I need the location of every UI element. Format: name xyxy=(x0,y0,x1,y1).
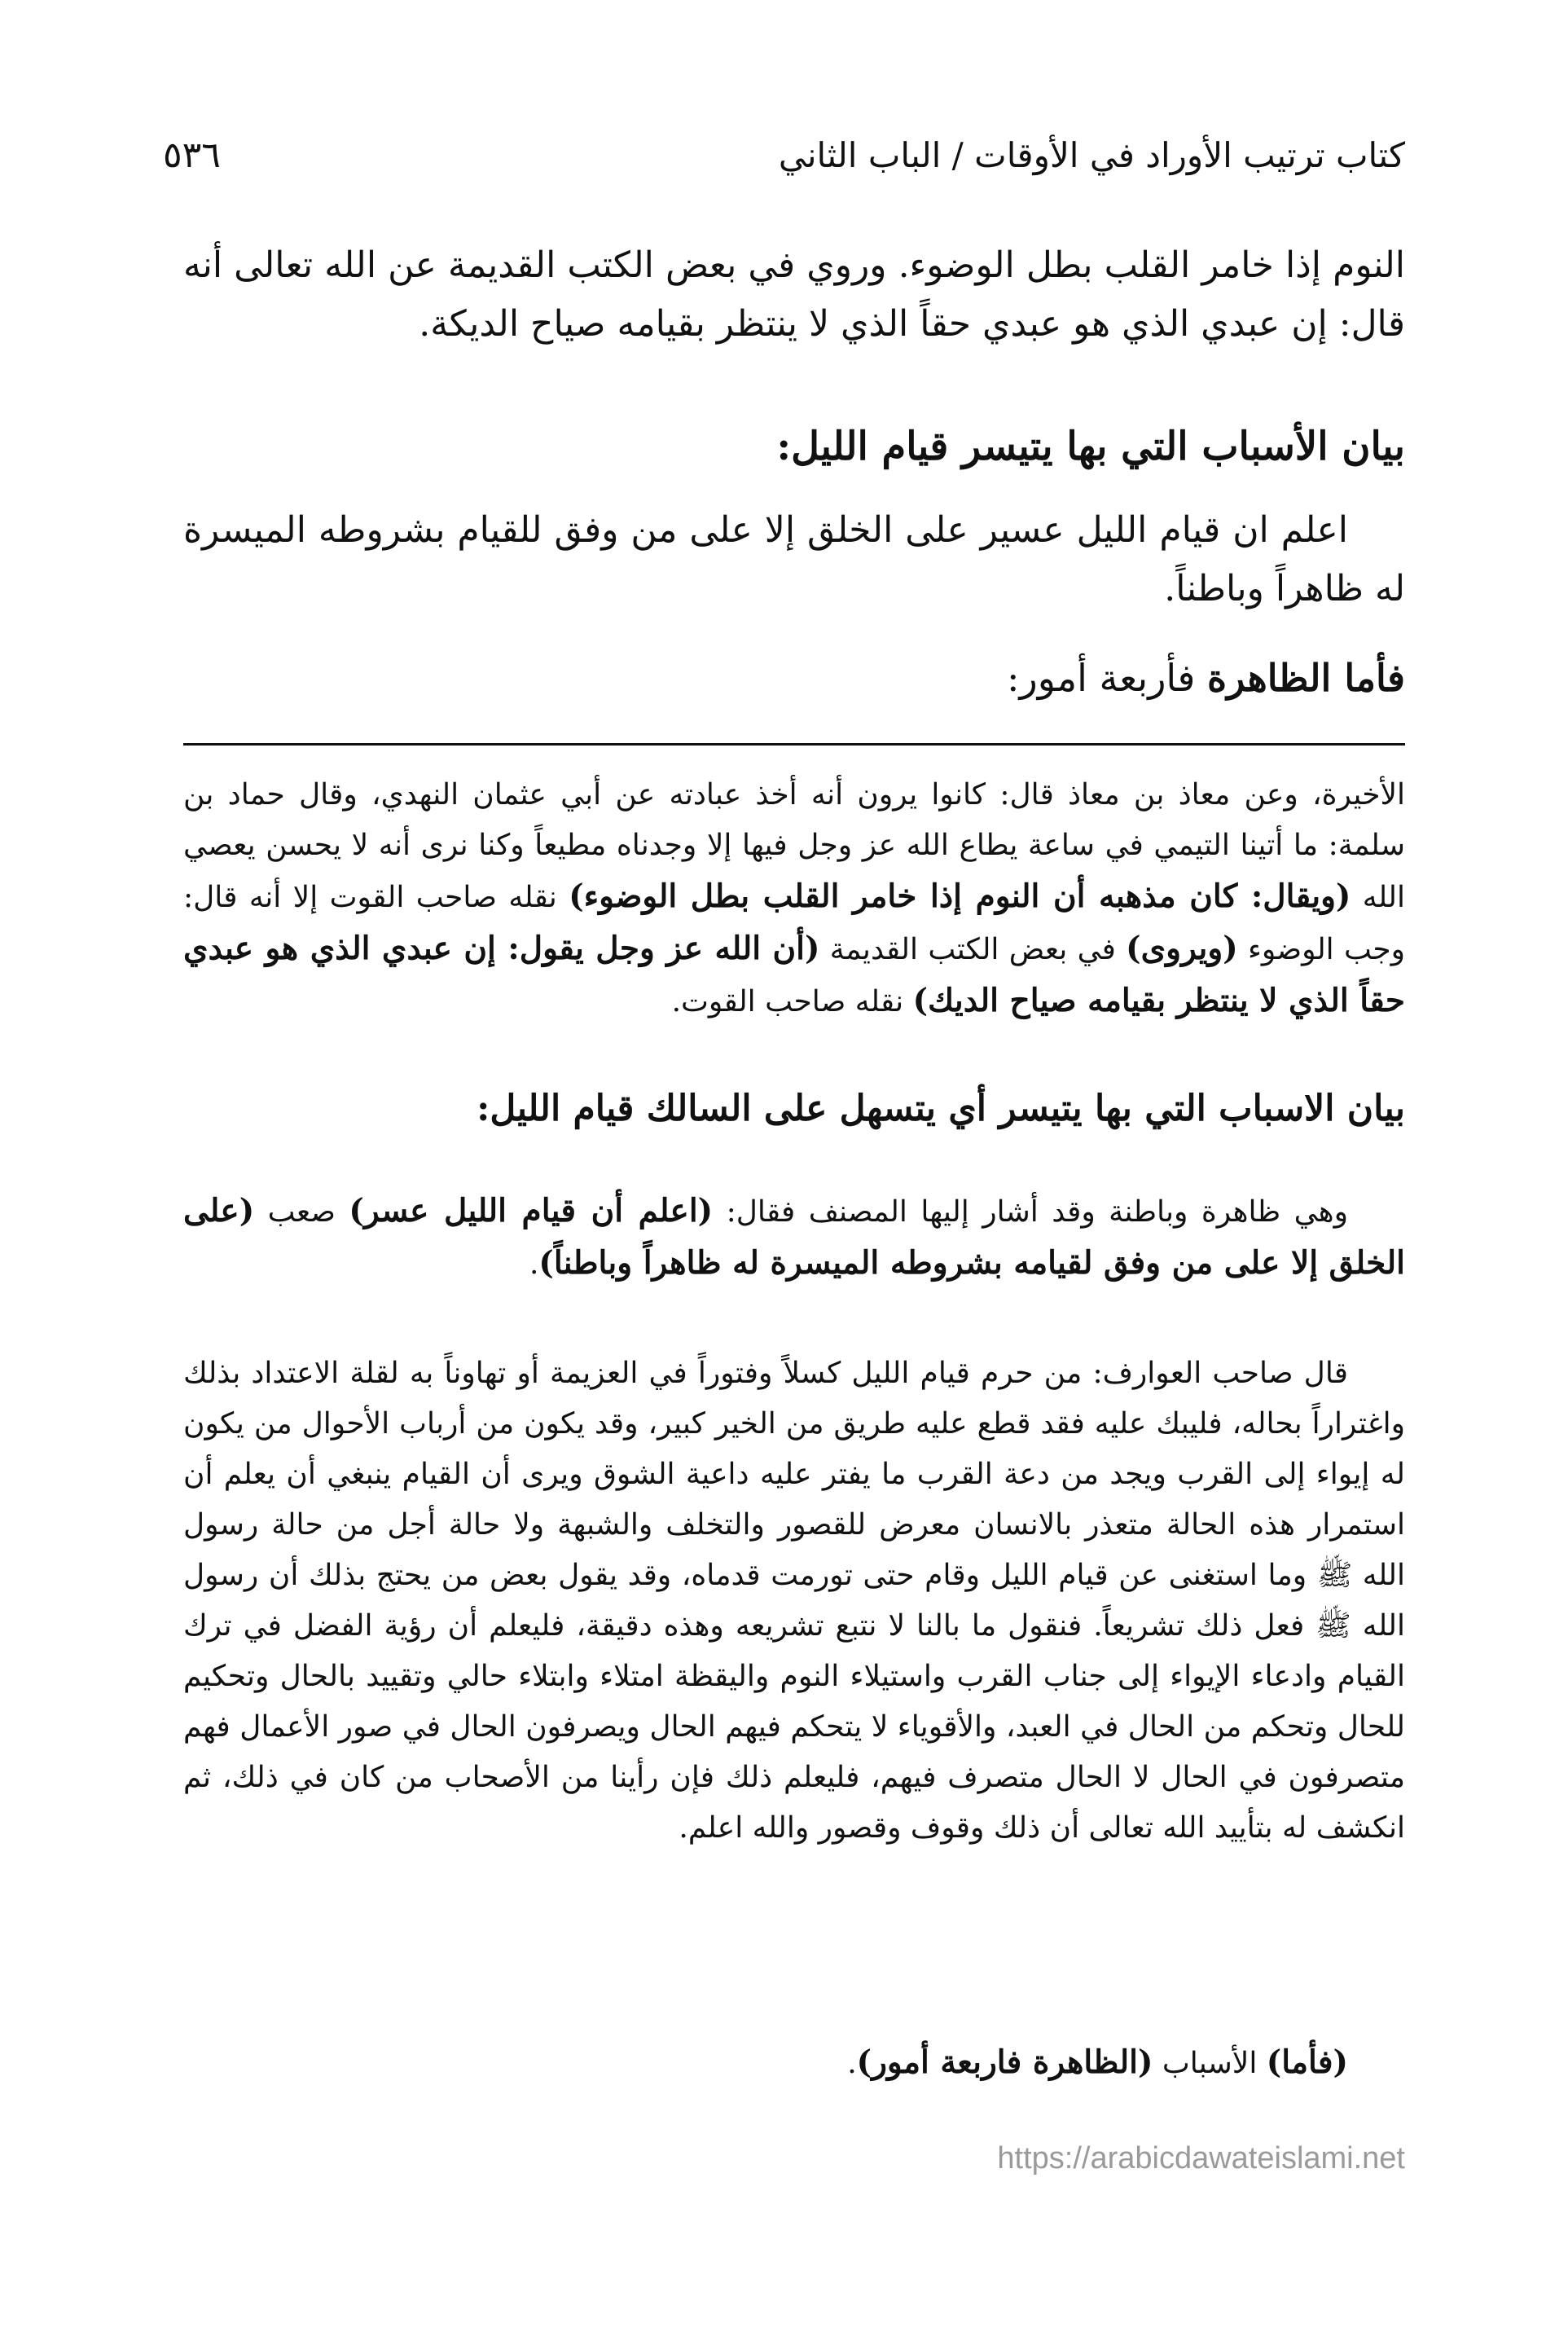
fn1-text-d: نقله صاحب القوت. xyxy=(671,985,913,1018)
source-watermark: https://arabicdawateislami.net xyxy=(997,2141,1405,2175)
fn1-text-a: الأخيرة، وعن معاذ بن معاذ قال: كانوا يرون أنه أخذ عبادته عن أبي عثمان النهدي، وقال حماد بن سلمة: ما أتينا التيمي في ساعة يطاع الله عز وجل فيها إلا وجدناه مطيعاً وكنا نرى أنه لا يحسن يعصي الله xyxy=(183,778,1405,914)
fn4-quote-a: (فأما) xyxy=(1266,2043,1348,2081)
fn2-text-b: صعب xyxy=(254,1195,349,1229)
subsection-heading xyxy=(183,656,1405,700)
subsection-heading-rest: فأربعة أمور: xyxy=(1007,656,1208,700)
footnote-heading: بيان الاسباب التي بها يتيسر أي يتسهل على السالك قيام الليل: xyxy=(477,1088,1405,1129)
footnote-paragraph-2 xyxy=(183,1185,1405,1290)
fn2-quote-a: (اعلم أن قيام الليل عسر) xyxy=(349,1192,714,1229)
fn2-text-a: وهي ظاهرة وباطنة وقد أشار إليها المصنف فقال: xyxy=(713,1195,1349,1229)
footnote-paragraph-1 xyxy=(183,770,1405,1027)
fn1-quote-b: (ويروى) xyxy=(1126,930,1238,967)
section-heading: بيان الأسباب التي بها يتيسر قيام الليل: xyxy=(776,424,1405,469)
fn1-quote-c: (أن الله عز وجل يقول: إن عبدي الذي هو عبدي حقاً الذي لا ينتظر بقيامه صياح الديك) xyxy=(183,930,1405,1019)
footnote-paragraph-4 xyxy=(183,2037,1405,2089)
header-title: كتاب ترتيب الأوراد في الأوقات / الباب الثاني xyxy=(778,134,1405,175)
fn2-quote-b: (على الخلق إلا على من وفق لقيامه بشروطه الميسرة له ظاهراً وباطناً) xyxy=(183,1192,1405,1282)
footnote-divider xyxy=(183,743,1405,746)
fn1-quote-a: (ويقال: كان مذهبه أن النوم إذا خامر القلب بطل الوضوء) xyxy=(569,878,1351,915)
main-paragraph-1: النوم إذا خامر القلب بطل الوضوء. وروي في بعض الكتب القديمة عن الله تعالى أنه قال: إن عبدي الذي هو عبدي حقاً الذي لا ينتظر بقيامه صياح الديكة. xyxy=(183,244,1405,345)
fn1-text-b: نقله صاحب القوت إلا أنه قال: وجب الوضوء xyxy=(183,881,1405,966)
running-header xyxy=(163,122,1405,187)
footnote-paragraph-3: قال صاحب العوارف: من حرم قيام الليل كسلاً وفتوراً في العزيمة أو تهاوناً به لقلة الاعتداد بذلك واغتراراً بحاله، فليبك عليه فقد قطع عليه طريق من الخير كبير، وقد يكون من أرباب الأحوال من يكون له إيواء إلى القرب ويجد من دعة القرب ما يفتر عليه داعية الشوق ويرى أن القيام ينبغي أن يعلم أن استمرار هذه الحالة متعذر بالانسان معرض للقصور والتخلف والشبهة ولا حالة أجل من حالة رسول الله ﷺ وما استغنى عن قيام الليل وقام حتى تورمت قدماه، وقد يقول بعض من يحتج بذلك أن رسول الله ﷺ فعل ذلك تشريعاً. فنقول ما بالنا لا نتبع تشريعه وهذه دقيقة، فليعلم أن رؤية الفضل في ترك القيام وادعاء الإيواء إلى جناب القرب واستيلاء النوم واليقظة امتلاء وابتلاء حالي وتقييد بالحال وتحكيم للحال وتحكم من الحال في العبد، والأقوياء لا يتحكم فيهم الحال ويصرفون الحال في صور الأعمال فهم متصرفون في الحال لا الحال متصرف فيهم، فليعلم ذلك فإن رأينا من الأصحاب من كان في ذلك، ثم انكشف له بتأييد الله تعالى أن ذلك وقوف وقصور والله اعلم. xyxy=(183,1357,1405,1845)
fn4-text-a: الأسباب xyxy=(1153,2047,1267,2080)
page-number: ٥٣٦ xyxy=(163,134,221,176)
subsection-heading-bold: فأما الظاهرة xyxy=(1207,656,1405,700)
fn4-quote-b: (الظاهرة فاربعة أمور) xyxy=(856,2043,1153,2081)
fn4-text-b: . xyxy=(847,2047,857,2080)
fn1-text-c: في بعض الكتب القديمة xyxy=(819,933,1127,966)
main-paragraph-2: اعلم ان قيام الليل عسير على الخلق إلا على من وفق للقيام بشروطه الميسرة له ظاهراً وباطناً. xyxy=(183,509,1405,609)
fn2-text-c: . xyxy=(529,1247,539,1281)
